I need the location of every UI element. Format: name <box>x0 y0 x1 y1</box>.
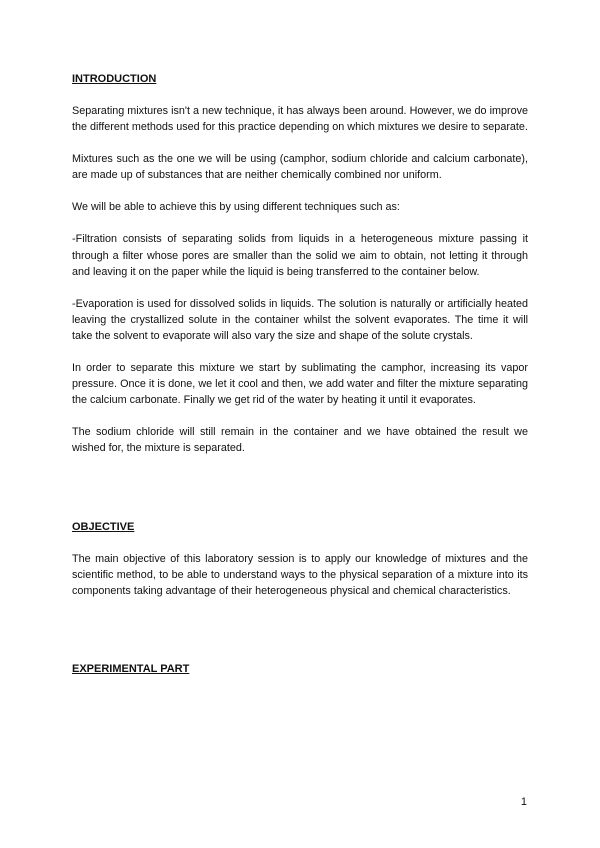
intro-paragraph-procedure: In order to separate this mixture we start by sublimating the camphor, increasing its vapor pressure. Once it is done, we let it cool and then, we add water and filter the mixture separating the calcium carbonate. Finally we get rid of the water by heating it until it evaporates. <box>72 362 528 407</box>
intro-paragraph-3: We will be able to achieve this by using different techniques such as: <box>72 201 400 214</box>
objective-heading: OBJECTIVE <box>72 520 135 533</box>
intro-paragraph-evaporation: -Evaporation is used for dissolved solids in liquids. The solution is naturally or artificially heated leaving the crystallized solute in the container whilst the solvent evaporates. The time it will take the solvent to evaporate will also vary the size and shape of the solute crystals. <box>72 297 528 342</box>
intro-paragraph-1: Separating mixtures isn't a new technique, it has always been around. However, we do improve the different methods used for this practice depending on which mixtures we desire to separate. <box>72 105 528 134</box>
intro-paragraph-result: The sodium chloride will still remain in the container and we have obtained the result we wished for, the mixture is separated. <box>72 426 528 455</box>
objective-paragraph: The main objective of this laboratory session is to apply our knowledge of mixtures and the scientific method, to be able to understand ways to the physical separation of a mixture into its components taking advantage of their heterogeneous physical and chemical characteristics. <box>72 552 528 597</box>
introduction-heading: INTRODUCTION <box>72 73 157 85</box>
experimental-part-heading: EXPERIMENTAL PART <box>72 662 190 675</box>
page-number: 1 <box>520 796 527 808</box>
document-page <box>72 71 528 677</box>
intro-paragraph-2: Mixtures such as the one we will be using (camphor, sodium chloride and calcium carbonate), are made up of substances that are neither chemically combined nor uniform. <box>72 153 528 182</box>
intro-paragraph-filtration: -Filtration consists of separating solids from liquids in a heterogeneous mixture passing it through a filter whose pores are smaller than the solid we aim to obtain, not letting it through and leaving it on the paper while the liquid is being transferred to the container below. <box>72 233 528 278</box>
